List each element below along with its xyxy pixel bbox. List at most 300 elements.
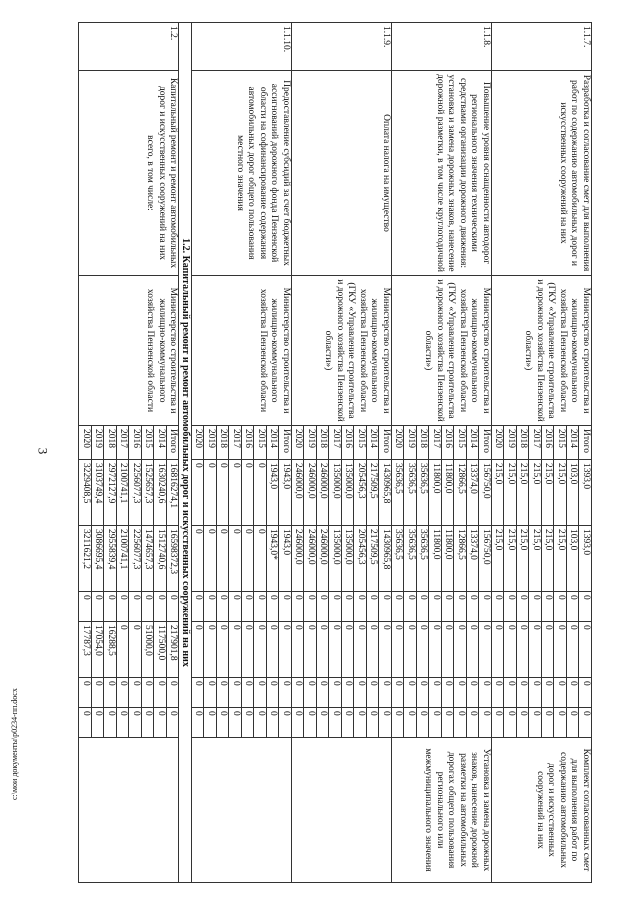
table-cell: 0 [317, 622, 330, 678]
table-cell: 246000,0 [292, 460, 305, 526]
table-cell: 12866,5 [454, 460, 467, 526]
table-cell: 0 [254, 622, 267, 678]
table-cell: 3103749,4 [92, 460, 105, 526]
table-cell: 0 [417, 678, 430, 708]
table-cell: 2019 [304, 426, 317, 460]
item-number: 1.1.9. [292, 23, 392, 71]
item-executor: Министерство строительства и жилищно-коммунального хозяйства Пензенской области (ГКУ «Управление строительства и дорожного хозяйства Пензенской области») [292, 276, 392, 426]
table-cell: 0 [192, 460, 205, 526]
table-cell: 0 [517, 678, 530, 708]
table-cell: 16598372,3 [167, 526, 180, 592]
table-cell: 0 [392, 622, 405, 678]
table-cell: 0 [454, 708, 467, 738]
table-cell: 0 [154, 592, 167, 622]
table-cell: 103,0 [567, 526, 580, 592]
table-cell: 2017 [529, 426, 542, 460]
table-cell: 0 [254, 526, 267, 592]
table-cell: 0 [392, 592, 405, 622]
table-cell: 0 [279, 592, 292, 622]
table-cell: 215,0 [517, 526, 530, 592]
table-cell: 2016 [342, 426, 355, 460]
table-cell: 0 [492, 708, 505, 738]
table-cell: 2015 [254, 426, 267, 460]
table-cell: 1943,0 [279, 460, 292, 526]
item-result [292, 738, 392, 883]
table-cell: 0 [79, 592, 92, 622]
table-cell: 0 [167, 708, 180, 738]
table-cell: 135000,0 [329, 526, 342, 592]
table-cell: 135000,0 [342, 526, 355, 592]
table-cell: 0 [217, 708, 230, 738]
table-cell: 0 [467, 678, 480, 708]
table-cell: 0 [442, 592, 455, 622]
table-cell: 0 [254, 708, 267, 738]
table-cell: 0 [279, 678, 292, 708]
table-cell: 2015 [354, 426, 367, 460]
table-cell: 0 [292, 592, 305, 622]
item-name: Оплата налога на имущество [292, 71, 392, 276]
table-cell: 0 [304, 678, 317, 708]
item-name: Капитальный ремонт и ремонт автомобильных дорог и искусственных сооружений на них всего, в том числе: [79, 71, 179, 276]
table-cell: 215,0 [542, 460, 555, 526]
file-path-footer: c:\мои документы\р0234-пп.docx [10, 688, 19, 800]
table-cell: 0 [542, 678, 555, 708]
table-cell: 1525657,3 [142, 460, 155, 526]
table-cell: 17787,3 [79, 622, 92, 678]
table-cell: 0 [142, 708, 155, 738]
item-name: Предоставление субсидий за счет бюджетных ассигнований дорожного фонда Пензенской области на софинансирование содержания автомобильных дорог общего пользования местного значения [192, 71, 292, 276]
table-cell: 3211621,2 [79, 526, 92, 592]
table-cell: 1943,0* [267, 526, 280, 592]
item-executor: Министерство строительства и жилищно-коммунального хозяйства Пензенской области [79, 276, 179, 426]
table-cell: 0 [217, 526, 230, 592]
table-cell: 0 [517, 622, 530, 678]
table-cell: 0 [417, 592, 430, 622]
table-cell: 0 [117, 592, 130, 622]
table-cell: 0 [217, 460, 230, 526]
table-cell: 2017 [229, 426, 242, 460]
table-cell: 0 [267, 622, 280, 678]
table-cell: 0 [529, 592, 542, 622]
table-cell: 12866,5 [454, 526, 467, 592]
table-cell: 0 [129, 592, 142, 622]
table-cell: 135000,0 [329, 460, 342, 526]
table-cell: 215,0 [554, 460, 567, 526]
table-cell: 215,0 [504, 526, 517, 592]
table-cell: 0 [554, 678, 567, 708]
table-cell: 0 [467, 622, 480, 678]
table-cell: 246000,0 [304, 526, 317, 592]
table-cell: 0 [192, 526, 205, 592]
table-cell: 0 [317, 708, 330, 738]
table-cell: 2020 [292, 426, 305, 460]
table-cell: 2014 [367, 426, 380, 460]
item-number: 1.2. [79, 23, 179, 71]
table-cell: 1474657,3 [142, 526, 155, 592]
table-cell: Итого [379, 426, 392, 460]
table-cell: 0 [104, 592, 117, 622]
table-cell: 2017 [429, 426, 442, 460]
table-cell: 0 [517, 592, 530, 622]
item-number: 1.1.10. [192, 23, 292, 71]
table-cell: 2100741,1 [117, 460, 130, 526]
table-cell: 0 [354, 592, 367, 622]
table-cell: 0 [392, 708, 405, 738]
table-cell: 2015 [142, 426, 155, 460]
table-cell: 0 [217, 592, 230, 622]
table-cell: 0 [242, 708, 255, 738]
table-cell: 13374,0 [467, 526, 480, 592]
table-cell: 13374,0 [467, 460, 480, 526]
item-executor: Министерство строительства и жилищно-коммунального хозяйства Пензенской области (ГКУ «Управление строительства и дорожного хозяйства Пензенской области») [492, 276, 592, 426]
table-cell: 0 [329, 708, 342, 738]
table-cell: 0 [204, 708, 217, 738]
section-row [179, 23, 192, 883]
table-cell: 0 [529, 622, 542, 678]
table-cell: Итого [579, 426, 592, 460]
table-row [479, 23, 492, 883]
table-cell: 2016 [442, 426, 455, 460]
table-cell: 0 [379, 592, 392, 622]
table-cell: 2020 [392, 426, 405, 460]
table-cell: 0 [204, 460, 217, 526]
table-cell: 2015 [554, 426, 567, 460]
table-cell: 0 [204, 526, 217, 592]
table-cell: 0 [392, 678, 405, 708]
table-cell: 0 [154, 708, 167, 738]
table-cell: 2016 [242, 426, 255, 460]
table-cell: 2256077,3 [129, 526, 142, 592]
table-cell: 0 [404, 708, 417, 738]
table-cell: 1630240,6 [154, 460, 167, 526]
table-cell: 156750,0 [479, 526, 492, 592]
table-cell: 16816274,1 [167, 460, 180, 526]
table-cell: 205456,3 [354, 460, 367, 526]
table-cell: 0 [542, 592, 555, 622]
table-cell: 0 [292, 622, 305, 678]
table-cell: 2017 [329, 426, 342, 460]
table-cell: 0 [242, 460, 255, 526]
table-cell: 1430965,8 [379, 526, 392, 592]
item-executor: Министерство строительства и жилищно-коммунального хозяйства Пензенской области (ГКУ «Управление строительства и дорожного хозяйства Пензенской области») [392, 276, 492, 426]
table-cell: 2955839,4 [104, 526, 117, 592]
page-number: 3 [35, 447, 51, 455]
table-cell: 0 [242, 622, 255, 678]
table-cell: 0 [542, 708, 555, 738]
table-cell: 2019 [204, 426, 217, 460]
table-cell: 0 [329, 622, 342, 678]
item-result [79, 738, 179, 883]
table-cell: 0 [567, 708, 580, 738]
table-cell: 0 [492, 592, 505, 622]
table-cell: 0 [442, 708, 455, 738]
table-cell: 0 [479, 592, 492, 622]
table-cell: 2014 [154, 426, 167, 460]
table-cell: 0 [379, 622, 392, 678]
item-result: Установка и замена дорожных знаков, нанесение дорожной разметки на автомобильных дорогах общего пользования регионального или межмуниципального значения [392, 738, 492, 883]
table-cell: 0 [442, 622, 455, 678]
table-cell: 0 [279, 622, 292, 678]
table-cell: 0 [317, 592, 330, 622]
table-cell: 2020 [492, 426, 505, 460]
table-cell: 0 [292, 678, 305, 708]
table-cell: 0 [579, 678, 592, 708]
table-cell: 16288,5 [104, 622, 117, 678]
table-cell: 103,0 [567, 460, 580, 526]
table-cell: 0 [129, 622, 142, 678]
table-cell: 3086695,4 [92, 526, 105, 592]
table-cell: 0 [479, 678, 492, 708]
table-cell: 2016 [542, 426, 555, 460]
program-table [79, 22, 593, 883]
table-cell: 0 [504, 592, 517, 622]
table-cell: 0 [267, 592, 280, 622]
table-cell: 0 [504, 708, 517, 738]
table-cell: Итого [167, 426, 180, 460]
section-title: 1.2. Капитальный ремонт и ремонт автомобильных дорог и искусственных сооружений на них [179, 23, 192, 883]
table-cell: 0 [367, 678, 380, 708]
table-cell: 0 [104, 708, 117, 738]
table-cell: 0 [192, 592, 205, 622]
table-cell: 0 [229, 460, 242, 526]
table-cell: 51000,0 [142, 622, 155, 678]
table-cell: 1943,0 [267, 460, 280, 526]
table-cell: 0 [204, 678, 217, 708]
table-cell: 0 [404, 592, 417, 622]
table-cell: 0 [579, 592, 592, 622]
table-cell: 0 [192, 678, 205, 708]
table-cell: 0 [92, 592, 105, 622]
table-cell: 0 [254, 460, 267, 526]
table-cell: 17054,0 [92, 622, 105, 678]
table-cell: 0 [267, 708, 280, 738]
table-cell: 246000,0 [317, 526, 330, 592]
table-cell: 0 [579, 622, 592, 678]
table-cell: 0 [404, 678, 417, 708]
table-cell: 1430965,8 [379, 460, 392, 526]
table-cell: 0 [504, 622, 517, 678]
table-cell: 2018 [317, 426, 330, 460]
table-cell: 0 [154, 678, 167, 708]
table-cell: 0 [354, 678, 367, 708]
table-cell: 0 [204, 622, 217, 678]
program-table-sheet [52, 22, 592, 882]
table-cell: 246000,0 [317, 460, 330, 526]
table-cell: 2020 [79, 426, 92, 460]
table-cell: 0 [229, 622, 242, 678]
table-cell: 2015 [454, 426, 467, 460]
table-cell: 0 [467, 708, 480, 738]
table-cell: 0 [304, 622, 317, 678]
table-row [579, 23, 592, 883]
table-cell: 0 [542, 622, 555, 678]
table-cell: 0 [492, 622, 505, 678]
table-cell: 0 [167, 592, 180, 622]
table-cell: 0 [342, 708, 355, 738]
table-cell: 0 [354, 708, 367, 738]
table-cell: 35636,5 [392, 460, 405, 526]
table-cell: 1393,0 [579, 460, 592, 526]
table-cell: 0 [442, 678, 455, 708]
table-cell: 0 [329, 592, 342, 622]
table-cell: 0 [167, 678, 180, 708]
table-cell: 2018 [517, 426, 530, 460]
table-cell: 35636,5 [417, 460, 430, 526]
table-cell: 0 [142, 678, 155, 708]
table-cell: 0 [242, 592, 255, 622]
table-cell: 117500,0 [154, 622, 167, 678]
table-cell: Итого [279, 426, 292, 460]
table-cell: 0 [429, 592, 442, 622]
table-cell: 11800,0 [429, 460, 442, 526]
table-cell: 2018 [104, 426, 117, 460]
table-cell: 217901,8 [167, 622, 180, 678]
table-cell: 2014 [567, 426, 580, 460]
table-cell: 0 [229, 592, 242, 622]
item-number: 1.1.7. [492, 23, 592, 71]
table-cell: 0 [342, 622, 355, 678]
table-cell: 217509,5 [367, 460, 380, 526]
table-cell: 0 [229, 708, 242, 738]
table-cell: 0 [242, 678, 255, 708]
table-cell: 215,0 [504, 460, 517, 526]
table-cell: 0 [104, 678, 117, 708]
item-name: Разработка и согласование смет для выполнения работ по содержанию автомобильных дорог и искусственных сооружений на них [492, 71, 592, 276]
table-cell: 0 [567, 622, 580, 678]
table-cell: 2017 [117, 426, 130, 460]
table-cell: 0 [379, 708, 392, 738]
table-cell: 215,0 [542, 526, 555, 592]
table-cell: 0 [454, 622, 467, 678]
table-cell: 0 [329, 678, 342, 708]
table-cell: 0 [454, 592, 467, 622]
table-cell: 0 [429, 678, 442, 708]
table-cell: 0 [517, 708, 530, 738]
item-executor: Министерство строительства и жилищно-коммунального хозяйства Пензенской области [192, 276, 292, 426]
table-cell: 0 [117, 622, 130, 678]
table-cell: 11800,0 [442, 526, 455, 592]
table-cell: 0 [504, 678, 517, 708]
table-row [167, 23, 180, 883]
table-cell: 215,0 [529, 526, 542, 592]
table-cell: 215,0 [529, 460, 542, 526]
table-cell: 0 [342, 592, 355, 622]
table-cell: 0 [229, 678, 242, 708]
table-cell: 0 [192, 622, 205, 678]
table-cell: 1393,0 [579, 526, 592, 592]
table-cell: 35636,5 [392, 526, 405, 592]
table-cell: 0 [529, 678, 542, 708]
table-cell: 2014 [267, 426, 280, 460]
table-cell: 35636,5 [417, 526, 430, 592]
table-cell: Итого [479, 426, 492, 460]
table-cell: 0 [267, 678, 280, 708]
table-cell: 0 [79, 708, 92, 738]
table-cell: 215,0 [492, 526, 505, 592]
table-cell: 0 [192, 708, 205, 738]
table-cell: 246000,0 [304, 460, 317, 526]
table-cell: 0 [579, 708, 592, 738]
table-cell: 0 [242, 526, 255, 592]
table-cell: 0 [417, 622, 430, 678]
table-cell: 2256077,3 [129, 460, 142, 526]
table-cell: 2018 [417, 426, 430, 460]
table-cell: 35636,5 [404, 526, 417, 592]
table-cell: 0 [217, 678, 230, 708]
table-cell: 0 [554, 708, 567, 738]
table-cell: 0 [367, 592, 380, 622]
item-name: Повышение уровня оснащенности автодорог регионального значения техническими средствами организации дорожного движения: установка и замена дорожных знаков, нанесение дорожной разметки, в том числе круглогодичной [392, 71, 492, 276]
item-result [192, 738, 292, 883]
table-cell: 11800,0 [429, 526, 442, 592]
table-cell: 0 [554, 592, 567, 622]
table-cell: 215,0 [517, 460, 530, 526]
table-cell: 0 [467, 592, 480, 622]
table-cell: 0 [567, 592, 580, 622]
table-cell: 217509,5 [367, 526, 380, 592]
table-cell: 0 [567, 678, 580, 708]
table-cell: 0 [142, 592, 155, 622]
table-cell: 156750,0 [479, 460, 492, 526]
table-cell: 0 [92, 708, 105, 738]
table-cell: 0 [229, 526, 242, 592]
table-cell: 2016 [129, 426, 142, 460]
table-cell: 0 [429, 708, 442, 738]
table-cell: 2014 [467, 426, 480, 460]
table-cell: 0 [379, 678, 392, 708]
table-cell: 0 [417, 708, 430, 738]
table-cell: 215,0 [554, 526, 567, 592]
table-cell: 0 [117, 678, 130, 708]
table-cell: 0 [304, 592, 317, 622]
table-cell: 0 [429, 622, 442, 678]
table-cell: 2019 [504, 426, 517, 460]
table-cell: 0 [367, 708, 380, 738]
table-cell: 0 [342, 678, 355, 708]
table-cell: 2100741,1 [117, 526, 130, 592]
table-cell: 0 [479, 708, 492, 738]
table-cell: 0 [554, 622, 567, 678]
table-cell: 3229408,5 [79, 460, 92, 526]
item-result: Комплект согласованных смет для выполнения работ по содержанию автомобильных дорог и искусственных сооружений на них [492, 738, 592, 883]
table-cell: 0 [404, 622, 417, 678]
table-cell: 0 [367, 622, 380, 678]
table-cell: 0 [117, 708, 130, 738]
table-row [379, 23, 392, 883]
table-cell: 0 [317, 678, 330, 708]
table-cell: 0 [129, 708, 142, 738]
table-cell: 0 [204, 592, 217, 622]
table-cell: 1512740,6 [154, 526, 167, 592]
table-cell: 2972127,9 [104, 460, 117, 526]
table-cell: 2018 [217, 426, 230, 460]
table-cell: 2019 [92, 426, 105, 460]
table-cell: 0 [292, 708, 305, 738]
table-row [279, 23, 292, 883]
table-cell: 2020 [192, 426, 205, 460]
table-cell: 0 [129, 678, 142, 708]
table-cell: 205456,3 [354, 526, 367, 592]
table-cell: 0 [479, 622, 492, 678]
table-cell: 246000,0 [292, 526, 305, 592]
table-cell: 0 [354, 622, 367, 678]
table-cell: 0 [279, 708, 292, 738]
table-cell: 2019 [404, 426, 417, 460]
table-cell: 0 [217, 622, 230, 678]
table-cell: 215,0 [492, 460, 505, 526]
table-cell: 0 [492, 678, 505, 708]
table-cell: 0 [92, 678, 105, 708]
